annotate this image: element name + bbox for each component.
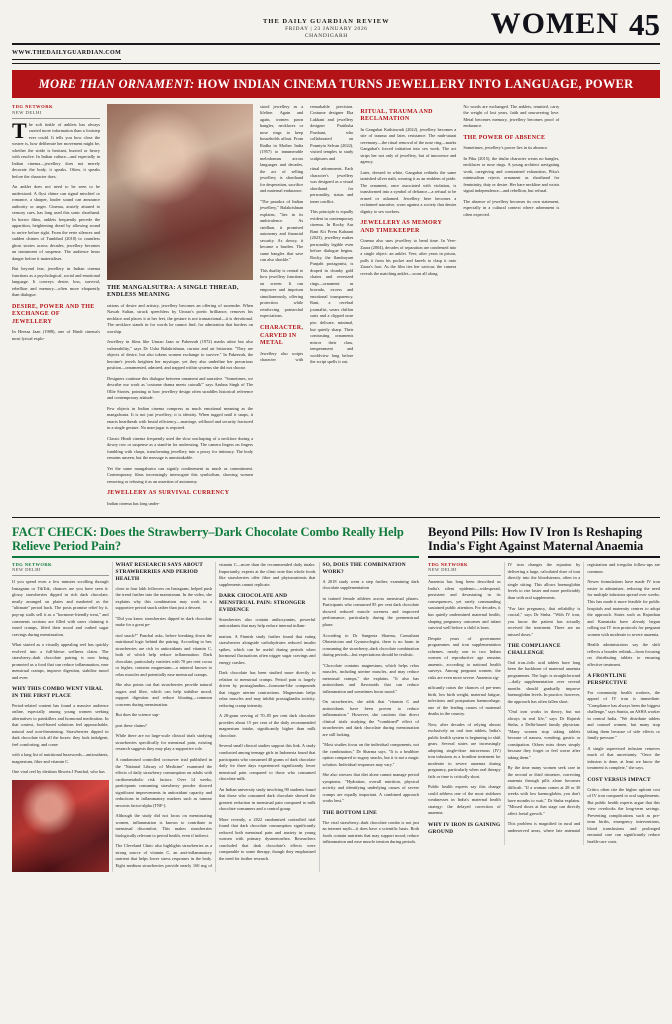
paragraph: Jewellery also scripts character with remarkable precision. Costume designer Eka Lakhani and jewellery designer Pratiksha Prashant, who collaborated on Ponniyin Selvan (2022), visited temples to study sculptures and xyxy=(260,103,354,363)
subheading: WHY THIS COMBO WENT VIRAL IN THE FIRST PLACE xyxy=(12,686,103,699)
masthead-right xyxy=(490,6,660,42)
masthead xyxy=(12,6,660,45)
paragraph: "Oral iron works in theory, but not always in real life," says Dr Rajnish Sinha, a Delhi-based family physician. "Many women stop taking tablets because of nausea, vomiting, gastric or constipation. Others miss doses simply because they forget or feel worse after taking them." xyxy=(507,709,581,760)
paragraph: IV iron changes the equation by delivering a large, calculated dose of iron directly into the bloodstream, often in a single sitting. This allows haemoglobin levels to rise faster and more predictably than with oral supplements. xyxy=(507,562,581,600)
paragraph: close to four lakh followers on Instagram, helped push the trend further into the mainstream. In the video, she explains why this combination may work in a supportive period snack rather than just a dessert. xyxy=(115,585,212,611)
paragraph: Indian cinema has long under- xyxy=(107,500,160,506)
paragraph: The soft tinkle of anklets has always carried more information than a footstep ever could. It tells you how close the wearer is, how deliberate her movement might be, whether the stride is hesitant, hurried or heavy with resolve. In Indian culture—and especially in Indian cinema—jewellery does not merely decorate the body, it speaks. Often, it speaks before the character does. xyxy=(12,117,100,179)
paragraph: mation. A Finnish study further found that eating strawberries alongside carbohydrates reduced insulin spikes, which can be useful during periods when hormonal fluctuations often trigger sugar cravings and energy crashes. xyxy=(219,633,316,665)
beyond-pills-article xyxy=(428,525,660,871)
byline-agency: TDG NETWORK xyxy=(12,562,53,568)
paragraph: But does the science sup- xyxy=(115,712,160,718)
strawberry-chocolate-photo xyxy=(12,780,109,872)
paragraph: She also points out that strawberries provide natural sugars and fibre, which can help stabilise mood, support digestion and reduce bloating—common concerns during menstruation. xyxy=(115,682,212,707)
photo-caption-heading: THE MANGALSUTRA: A SINGLE THREAD, ENDLESS MEANING xyxy=(107,284,239,298)
top-story xyxy=(12,104,660,519)
beyond-pills-headline: Beyond Pills: How IV Iron Is Reshaping India's Fight Against Maternal Anaemia xyxy=(428,525,644,554)
paragraph: "The paradox of Indian jewellery," Balakrishnan explains, "lies in its ambivalence. As stridhan, it promised autonomy and financial security. As dowry, it became a burden. The same bangles that save can also shackle." xyxy=(260,198,304,263)
paragraph: One viral reel by dietitian Shweta J Panchal, who has xyxy=(12,769,105,775)
paragraph: No words are exchanged. The anklets, reunited, carry the weight of lost years, faith and unwavering love. Metal becomes memory, jewellery becomes proof of endurance. xyxy=(463,103,560,129)
subheading: THE COMPLIANCE CHALLENGE xyxy=(507,643,561,656)
paragraph: Dark chocolate has been studied more directly in relation to menstrual cramps. Period pain is largely driven by prostaglandins—hormone-like compounds that trigger uterine contractions. Magnesium helps relax muscles and may inhibit prostaglandin activity, reducing cramp intensity. xyxy=(219,670,316,708)
paragraph: This principle is equally evident in contemporary cinema. In Rocky Aur Rani Kii Prem Kahaani (2023), jewellery makes personality legible even before dialogue begins. Rocky, the flamboyant Punjabi protagonist, is draped in chunky gold chains and oversized rings—ornament as bravado, excess and emotional transparency. Rani, a cerebral journalist, wears chiffon saris and a clipped nose pin: delicate, minimal, but quietly sharp. Their contrasting ornaments mirror their class, temperament and worldview long before the script spells it out. xyxy=(310,209,354,365)
paragraph: An anklet does not need to be seen to be understood. A flyst chime can signal mischief or romance, a sharper, louder sound can announce authority or anger. Cinema, acutely attuned to sensory cues, has long used this sonic shorthand. In horror films, anklets frequently precede the apparition, heightening dread by allowing sound to arrive before sight. From the eerie silences and sudden chimes of Tumbbad (2018) to countless ghost stories across decades, jewellery becomes an instrument of suspense. The audience hears danger before it materialises. xyxy=(12,184,100,261)
subheading: DESIRE, POWER AND THE EXCHANGE OF JEWELLERY xyxy=(12,303,95,325)
paragraph: Cinema also uses jewellery to bend time. In Veer-Zaara (2004), decades of separation are condensed into a single object: an anklet. Veer, after years in prison, pulls it from his pocket and kneels to clasp it onto Zaara's foot. As the film ties her saviour, the camera reveals the matching anklet—worn all along. xyxy=(360,238,457,276)
headline-lead: MORE THAN ORNAMENT: xyxy=(38,76,195,91)
paragraph: Despite years of government programmes and iron supplementation schemes, nearly one in two Indian women of reproductive age remains anaemic, according to national health surveys. Among pregnant women, the risks are even more severe. Anaemia sig- xyxy=(428,635,501,680)
subheading: RITUAL, TRAUMA AND RECLAMATION xyxy=(360,108,433,122)
subheading: JEWELLERY AS MEMORY AND TIMEKEEPER xyxy=(360,220,442,234)
page-number: 45 xyxy=(629,6,660,42)
paragraph: "Chocolate contains magnesium, which helps relax muscles, including uterine muscles, and may reduce menstrual cramps," she explains. "It also has antioxidants and flavonoids that can reduce inflammation and sometimes boost mood." xyxy=(322,662,419,694)
paragraph: port these claims? xyxy=(115,722,147,728)
top-story-column-2 xyxy=(107,104,253,512)
paragraph: A 28-gram serving of 70–85 per cent dark chocolate provides about 15 per cent of the daily recommended magnesium intake, significantly higher than milk chocolate. xyxy=(219,713,316,738)
subheading: CHARACTER, CARVED IN METAL xyxy=(260,325,304,346)
paragraph: Classic Hindi cinema frequently used the slow unclasping of a necklace during a dowry row or suspense as a stand-in for undressing. The camera lingers on fingers fumbling with clasps, transforming jewellery into a proxy for intimacy. The body remains unseen, but the message is unmistakable. xyxy=(107,435,253,461)
subheading: JEWELLERY AS SURVIVAL CURRENCY xyxy=(107,490,230,497)
top-story-column-5 xyxy=(463,104,559,512)
byline xyxy=(12,104,100,115)
paragraph: But beyond fear, jewellery in Indian cinema functions as a psychological, social and emotional language. It conveys desire, loss, survival, rebellion and memory—often more eloquently than dialogue. xyxy=(12,266,100,298)
paragraph: Critics often cite the higher upfront cost of IV iron compared to oral supplements. But public health experts argue that this view overlooks the long-term savings. Preventing complications such as pre-term births, emergency interventions, blood transfusions and prolonged neonatal care can significantly reduce health-care costs. xyxy=(587,786,660,844)
issue-place: CHANDIGARH xyxy=(304,32,348,39)
paragraph: In Heeraa Jaan (1988), one of Hindi cinema's most lyrical explo- xyxy=(12,329,100,341)
paragraph: Oral iron–folic acid tablets have long been the backbone of maternal anaemia programmes. The logic is straightforward—daily supplementation over several months should gradually improve haemoglobin levels. In practice, however, the approach has often fallen short. xyxy=(507,659,581,704)
website-url[interactable]: WWW.THEDAILYGUARDIAN.COM xyxy=(12,47,121,60)
paragraph: "Did you know strawberries dipped in dark chocolate make for a great pe- xyxy=(115,615,212,628)
divider xyxy=(428,556,660,558)
byline-location: NEW DELHI xyxy=(428,567,457,573)
byline xyxy=(428,562,501,572)
paragraph: For community health workers, the appeal of IV iron is immediate. "Compliance has always been the biggest challenge," says Sunita, an ASHA worker in central India. "We distribute tablets and counsel women, but many stop taking them because of side effects or family pressure." xyxy=(587,689,660,741)
top-story-column-6 xyxy=(566,104,662,512)
paragraph: On strawberries, she adds that "vitamin C and antioxidants have been proven to reduce inflammation." However, she cautions that direct clinical trials studying the *combined* effect of strawberries and dark chocolate during menstruation are still lacking. xyxy=(322,699,419,737)
paragraph: If you spend even a few minutes scrolling through Instagram or TikTok, chances are you have seen it: glossy strawberries dipped in rich dark chocolate, neatly arranged on plates and marketed as the "ultimate" period hack. The posts promise relief by it, pop-up stalls sell it as a "hormone-friendly treat," and comments sections are filled with users claiming it eased cramps, lifted their mood and curbed sugar cravings during menstruation. xyxy=(12,579,109,637)
paragraph: nificantly raises the chances of pre-term birth, low birth weight, maternal fatigue, infections and postpartum haemorrhage, one of the leading causes of maternal deaths in the country. xyxy=(428,685,501,717)
paragraph: Sometimes, jewellery's power lies in its absence. xyxy=(463,145,549,151)
paragraph: rations of desire and artistry, jewellery becomes an offering of surrender. When Nawab Sultan, struck speechless by Umrao's poetic brilliance, removes his necklace and places it at her feet, the gesture is not transactional—it is devotional. The necklace stands in for words he cannot find, for admiration that borders on worship. xyxy=(107,302,253,334)
top-story-column-3 xyxy=(260,104,353,512)
bride-jewellery-photo xyxy=(107,104,253,280)
paragraph: ritual adornments. Each character's jewellery was designed as a visual shorthand for personality, status and inner conflict. xyxy=(310,166,354,204)
subheading: A FRONTLINE PERSPECTIVE xyxy=(587,673,628,686)
paragraph: More recently, a 2022 randomised controlled trial found that dark chocolate consumption significantly reduced both menstrual pain and anxiety in young women with primary dysmenorrhea. Researchers concluded that dark chocolate's effects were comparable to some therapy, though they emphasised the need for further research. xyxy=(219,816,316,861)
paragraph: A 2018 study went a step further, examining dark chocolate supplementation xyxy=(322,578,419,591)
subheading: DARK CHOCOLATE AND MENSTRUAL PAIN: STRONGER EVIDENCE xyxy=(219,593,306,613)
headline-rest: HOW INDIAN CINEMA TURNS JEWELLERY INTO LANGUAGE, POWER xyxy=(194,76,634,91)
subheading: THE POWER OF ABSENCE xyxy=(463,134,546,141)
paragraph: Few objects in Indian cinema compress as much emotional meaning as the mangalsutra. It is not just jewellery; it is identity. When tugged until it snaps, it enacts heartbreak with brutal efficiency—marriage, selfhood and security fractured in a single gesture. No man-jagar is required. xyxy=(107,405,253,431)
paragraph: "Most studies focus on the individual components, not the combination," Dr Sharma says. "It is a healthier option compared to sugary snacks, but it is not a magic solution. Individual responses may vary." xyxy=(322,742,419,767)
paragraph: According to Dr Sangeeta Sharma, Consultant Obstetrician and Gynaecologist, there is no harm in consuming the strawberry–dark chocolate combination during periods—but expectations should be realistic. xyxy=(322,632,419,658)
paragraph: Designers continue this dialogue between ornament and narrative. "Sometimes, we describe our work as 'costume drama meets catwalk'" says Aashna Singh of The Ollie Stories, pointing to how jewellery design often straddles historical reference and contemporary attitude. xyxy=(107,375,253,401)
paragraph: Yet the same mangalsutra can signify confinement as much as commitment. Contemporary films increasingly interrogate this symbolism, showing women removing or refusing it as an assertion of autonomy. xyxy=(107,465,253,484)
divider xyxy=(12,556,419,558)
paragraph: Although the study did not focus on menstruating women, inflammation is known to contribute to menstrual discomfort. This makes strawberries biologically relevant to period health, even if indirect. xyxy=(115,813,212,838)
paragraph: Health administrators say the shift reflects a broader rethink—from focusing on distributing tablets to ensuring effective treatment. xyxy=(587,642,660,667)
paragraph: A single supervised infusion removes much of that uncertainty. "Once the infusion is done, at least we know the treatment is complete," she says. xyxy=(587,745,660,771)
lead-headline-banner xyxy=(12,70,660,98)
top-story-column-1 xyxy=(12,104,100,512)
paragraph: Several small clinical studies support this link. A study conducted among teenage girls in Indonesia found that participants who consumed 40 grams of dark chocolate daily for three days experienced significantly lower menstrual pain compared to those who consumed chocolate milk. xyxy=(219,743,316,782)
paragraph: The absence of jewellery becomes its own statement, especially in a cultural context where adornment is often expected. xyxy=(463,198,560,217)
paragraph: While there are no large-scale clinical trials studying strawberries specifically for menstrual pain, existing research suggests they may play a supportive role. xyxy=(115,733,212,752)
lower-section xyxy=(12,525,660,871)
masthead-center xyxy=(162,18,491,39)
fact-check-headline: FACT CHECK: Does the Strawberry–Dark Chocolate Combo Really Help Relieve Period Pain? xyxy=(12,525,404,554)
fact-check-columns xyxy=(12,562,419,871)
paragraph: She also stresses that diet alone cannot manage period symptoms. "Hydration, overall nutrition, physical activity and identifying underlying causes of severe cramps are equally important. A combined approach works best." xyxy=(322,772,419,804)
beyond-pills-columns xyxy=(428,562,660,845)
url-bar xyxy=(12,45,660,64)
paragraph: This problem is magnified in rural and underserved areas, where late antenatal registration and irregular follow-ups are common. xyxy=(507,562,660,833)
fact-check-article xyxy=(12,525,419,871)
paragraph: Later, dressed in white, Gangubai rethinks the same tarnished silver nath, wearing it as an emblem of pride. The ornament, once associated with violation, is transformed into a symbol of defiance—a refusal to be erased or ashamed. Jewellery here becomes a reclaimed narrative, worn against a society that denies dignity to sex workers. xyxy=(360,169,457,214)
subheading: COST VERSUS IMPACT xyxy=(587,776,651,783)
divider xyxy=(428,575,501,576)
paragraph: Anaemia has long been described as India's silent epidemic—widespread, persistent and devastating in its consequences, yet rarely commanding sustained public attention. For decades, it has quietly undermined maternal health, shaping pregnancy outcomes and infant survival well before a child is born. xyxy=(428,579,501,631)
paragraph: By the time many women seek care in the second or third trimester, correcting anaemia through pills alone becomes difficult. "If a woman comes at 28 or 30 weeks with low haemoglobin, you don't have months to wait," Dr Sinha explains. "Missed doses at that stage can directly affect foetal growth." xyxy=(507,765,581,816)
paragraph: Strawberries also contain anthocyanins, powerful antioxidants that may help reduce internal inflam- xyxy=(219,616,316,629)
paragraph: Jewellery in films like Umrao Jaan or Pakeezah (1972) marks attire but also vulnerability," says Dr Usha Balakrishnan, curator and art historian. "They are objects of desire, but also tokens women exchange to survive." In Pakeezah, the heroine's jewels heighten her mystique, yet they also underline her precarious position—ornamented, admired, and trapped within systems she did not choose. xyxy=(107,339,253,371)
byline-agency: TDG NETWORK xyxy=(428,562,469,568)
paragraph: This duality is central to how jewellery functions on screen. It can empower and imprison simultaneously, offering protection while reinforcing patriarchal expectations. xyxy=(260,267,304,319)
paragraph: stood jewellery as a lifeline. Again and again, women pawn bangles, necklaces or nose rings to keep households afloat. From Radha in Mother India (1957) to innumerable melodramas across languages and decades, the act of selling jewellery is shorthand for desperation, sacrifice and maternal endurance. xyxy=(260,103,304,194)
paragraph: riod snack?" Panchal asks, before breaking down the nutritional logic behind the pairing. According to her, strawberries are rich in antioxidants and vitamin C, both of which help reduce inflammation. Dark chocolate, particularly varieties with 70 per cent cocoa or higher, contains magnesium—a mineral known to relax muscles and potentially ease menstrual cramps. xyxy=(115,632,212,677)
byline xyxy=(12,562,109,572)
paragraph: Period-related content has found a massive audience online, especially among young women seeking alternatives to painkillers and hormonal medication. In that context, food-based solutions feel approachable, natural and non-threatening. Strawberries dipped in dark chocolate tick all the boxes: they look indulgent, feel comforting, and come xyxy=(12,702,109,747)
divider xyxy=(12,575,109,576)
subheading: THE BOTTOM LINE xyxy=(322,809,377,816)
issue-date: FRIDAY | 23 JANUARY 2026 xyxy=(285,25,368,32)
subheading: WHY IV IRON IS GAINING GROUND xyxy=(428,821,501,835)
byline-location: NEW DELHI xyxy=(12,567,41,573)
top-story-column-4 xyxy=(360,104,456,512)
paragraph: Public health experts say this change could address one of the most stubborn weaknesses in India's maternal health strategy: the delayed correction of anaemia. xyxy=(428,784,501,816)
paragraph: The viral strawberry–dark chocolate combo is not just an internet myth—it does have a scientific basis. Both foods contain nutrients that may support mood, reduce inflammation and ease muscle tension during periods. xyxy=(322,819,419,845)
paragraph: In Gangubai Kathiawadi (2022), jewellery becomes a site of trauma and later, resistance. The nath-utarai ceremony—the ritual removal of the nose ring—marks Gangubai's forced initiation into sex work. The act strips her not only of jewellery, but of innocence and agency. xyxy=(360,126,457,165)
paragraph: What started as a visually appealing reel has quickly evolved into a full-blown wellness claim. The strawberry–dark chocolate pairing is now being promoted as a food that can reduce inflammation, ease menstrual cramps, improve digestion, stabilise mood and even xyxy=(12,642,109,680)
subheading: WHAT RESEARCH SAYS ABOUT STRAWBERRIES AND PERIOD HEALTH xyxy=(115,562,203,582)
paragraph: Newer formulations have made IV iron easier to administer, reducing the need for multiple infusions spread over weeks. This has made it more feasible for public hospitals and maternity centres to adopt the approach. States such as Rajasthan and Karnataka have already begun rolling out IV iron protocols for pregnant women with moderate to severe anaemia. xyxy=(587,579,660,637)
paragraph: An Indian university study involving 90 students found that those who consumed dark chocolate showed the greatest reduction in menstrual pain compared to milk chocolate consumers and a control group. xyxy=(219,786,316,812)
paragraph: with a long list of nutritional buzzwords—antioxidants, magnesium, fibre and vitamin C. xyxy=(12,752,109,764)
paragraph: The Cleveland Clinic also highlights strawberries as a strong source of vitamin C, an anti-inflammatory nutrient that helps lower stress responses in the body. Eight medium strawberries provide nearly 160 mg of vitamin C—more than the recommended daily intake. Importantly, experts at the clinic note that whole foods like strawberries offer fibre and phytonutrients that supplements cannot replicate. xyxy=(115,562,316,868)
paragraph: A randomised controlled crossover trial published in the "National Library of Medicine" examined the effects of daily strawberry consumption on adults with cardiometabolic risk factors. Over 14 weeks, participants consuming strawberry powder showed significant improvements in antioxidant capacity and reductions in inflammatory markers such as tumour necrosis factor-alpha (TNF-). xyxy=(115,757,212,808)
subheading: SO, DOES THE COMBINATION WORK? xyxy=(322,562,406,576)
section-title: WOMEN xyxy=(490,7,619,40)
publication-title: THE DAILY GUARDIAN REVIEW xyxy=(263,17,390,25)
paragraph: in trained female athletes across menstrual phases. Participants who consumed 85 per cent dark chocolate showed reduced muscle soreness and improved performance, particularly during the premenstrual phase. xyxy=(322,595,419,627)
byline-location: NEW DELHI xyxy=(12,109,42,115)
paragraph: "For late pregnancy, that reliability is crucial," says Dr Sinha. "With IV iron, you know the patient has actually received the treatment. There are no missed doses." xyxy=(507,605,581,637)
paragraph: In Piku (2015), the titular character wears no bangles, necklaces or nose rings. A young architect navigating work, caregiving and constrained exhaustion, Piku's minimalism rejects ornament as shorthand for femininity, duty or desire. Her bare neckline and wrists signal independence—and rebellion, but refusal. xyxy=(463,155,560,194)
paragraph: Now, after decades of relying almost exclusively on oral iron tablets, India's public health system is beginning to shift gears. Several states are increasingly adopting single-dose intravenous (IV) iron infusions as a frontline treatment for moderate to severe anaemia during pregnancy, particularly when oral therapy fails or time is critically short. xyxy=(428,721,501,779)
byline-agency: TDG NETWORK xyxy=(12,103,54,109)
